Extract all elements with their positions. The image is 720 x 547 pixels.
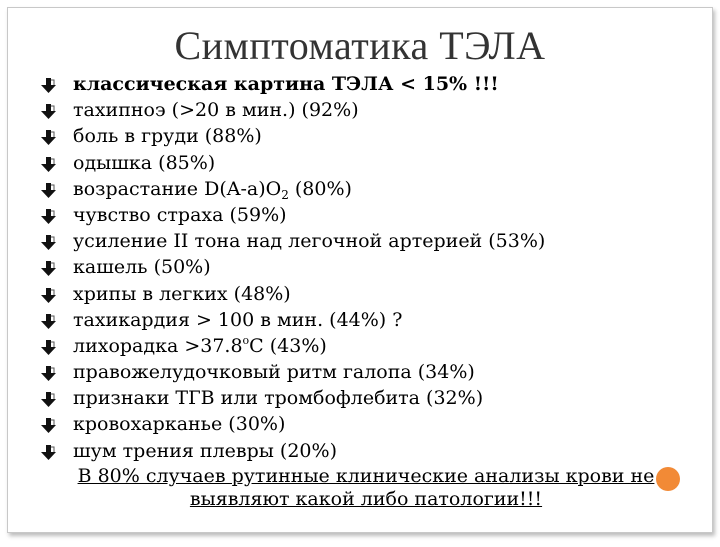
- down-arrow-bullet-icon: [40, 128, 60, 146]
- symptom-text: усиление II тона над легочной артерией (53%): [73, 230, 546, 253]
- symptom-item: [40, 228, 545, 254]
- orange-circle-decoration: [656, 467, 680, 491]
- symptom-item: [40, 333, 545, 359]
- down-arrow-bullet-icon: [40, 390, 60, 408]
- down-arrow-bullet-icon: [40, 443, 60, 461]
- symptom-item: [40, 359, 545, 385]
- symptom-item: [40, 411, 545, 437]
- symptom-item: [40, 281, 545, 307]
- symptom-text: тахипноэ (>20 в мин.) (92%): [73, 99, 359, 122]
- subscript-text: 2: [281, 187, 289, 202]
- slide: [7, 7, 713, 533]
- symptom-text-suffix: (80%): [288, 177, 352, 200]
- symptom-text: боль в груди (88%): [73, 125, 262, 148]
- down-arrow-bullet-icon: [40, 312, 60, 330]
- symptom-text: тахикардия > 100 в мин. (44%) ?: [73, 308, 403, 331]
- symptom-text: шум трения плевры (20%): [73, 439, 337, 462]
- symptom-text: кашель (50%): [73, 256, 211, 279]
- down-arrow-bullet-icon: [40, 207, 60, 225]
- symptom-item: [40, 254, 545, 280]
- symptom-text-suffix: С (43%): [249, 334, 327, 357]
- symptom-text: возрастание D(A-a)O: [73, 177, 282, 200]
- superscript-text: о: [242, 333, 250, 347]
- down-arrow-bullet-icon: [40, 76, 60, 94]
- symptom-list: [40, 71, 545, 464]
- symptom-item: [40, 71, 545, 97]
- down-arrow-bullet-icon: [40, 416, 60, 434]
- symptom-text: лихорадка >37.8: [73, 334, 243, 357]
- symptom-item: [40, 202, 545, 228]
- down-arrow-bullet-icon: [40, 286, 60, 304]
- symptom-item: [40, 385, 545, 411]
- down-arrow-bullet-icon: [40, 155, 60, 173]
- symptom-item: [40, 123, 545, 149]
- slide-title: Симптоматика ТЭЛА: [174, 23, 546, 68]
- symptom-text: одышка (85%): [73, 151, 216, 174]
- symptom-text: классическая картина ТЭЛА < 15% !!!: [73, 73, 499, 95]
- symptom-text: хрипы в легких (48%): [73, 282, 291, 305]
- down-arrow-bullet-icon: [40, 233, 60, 251]
- symptom-item: [40, 150, 545, 176]
- symptom-text: признаки ТГВ или тромбофлебита (32%): [73, 387, 484, 410]
- symptom-item: [40, 97, 545, 123]
- symptom-text: чувство страха (59%): [73, 203, 287, 226]
- down-arrow-bullet-icon: [40, 338, 60, 356]
- footer-note: В 80% случаев рутинные клинические анализы крови не выявляют какой либо патологии!!!: [77, 465, 655, 510]
- down-arrow-bullet-icon: [40, 259, 60, 277]
- down-arrow-bullet-icon: [40, 102, 60, 120]
- down-arrow-bullet-icon: [40, 181, 60, 199]
- symptom-item: [40, 438, 545, 464]
- symptom-item: [40, 307, 545, 333]
- down-arrow-bullet-icon: [40, 364, 60, 382]
- symptom-item: [40, 176, 545, 202]
- symptom-text: правожелудочковый ритм галопа (34%): [73, 361, 475, 384]
- symptom-text: кровохарканье (30%): [73, 413, 286, 436]
